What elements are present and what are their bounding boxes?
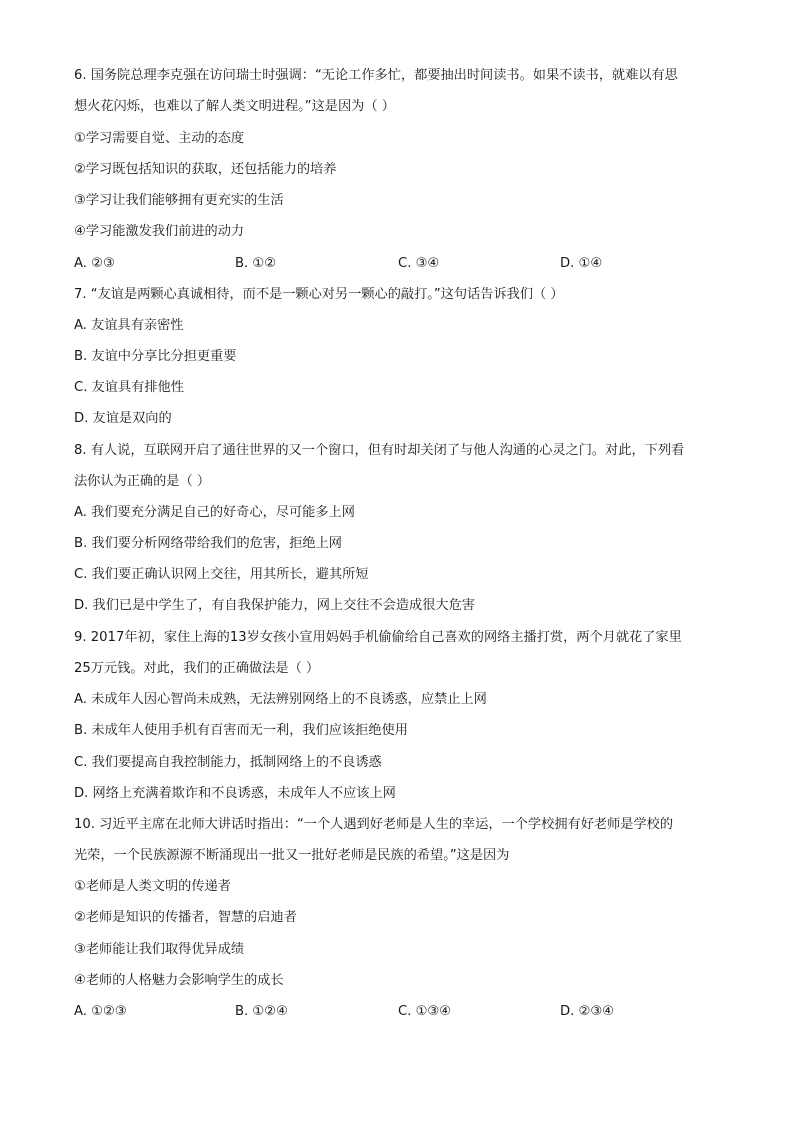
- q9-stem-line-2: 25万元钱。对此，我们的正确做法是（ ）: [74, 661, 320, 676]
- q6-option-a: A. ②③: [74, 256, 115, 271]
- q6-stem-line-2: 想火花闪烁，也难以了解人类文明进程。”这是因为（ ）: [74, 99, 395, 114]
- q8-option-a: A. 我们要充分满足自己的好奇心，尽可能多上网: [74, 505, 355, 520]
- q6-item-4: ④学习能激发我们前进的动力: [74, 224, 245, 239]
- q9-option-d: D. 网络上充满着欺诈和不良诱惑，未成年人不应该上网: [74, 786, 396, 801]
- q6-item-3: ③学习让我们能够拥有更充实的生活: [74, 193, 284, 208]
- q6-item-2: ②学习既包括知识的获取，还包括能力的培养: [74, 162, 337, 177]
- q6-option-b: B. ①②: [235, 256, 277, 271]
- q9-option-c: C. 我们要提高自我控制能力，抵制网络上的不良诱惑: [74, 755, 382, 770]
- q10-option-d: D. ②③④: [560, 1004, 615, 1019]
- q6-item-1: ①学习需要自觉、主动的态度: [74, 131, 245, 146]
- q8-stem-line-2: 法你认为正确的是（ ）: [74, 474, 211, 489]
- q10-item-1: ①老师是人类文明的传递者: [74, 879, 231, 894]
- q6-option-d: D. ①④: [560, 256, 603, 271]
- q7-option-c: C. 友谊具有排他性: [74, 380, 184, 395]
- q7-stem-line-1: 7. “友谊是两颗心真诚相待，而不是一颗心对另一颗心的敲打。”这句话告诉我们（ ）: [74, 287, 564, 302]
- q6-stem-line-1: 6. 国务院总理李克强在访问瑞士时强调：“无论工作多忙，都要抽出时间读书。如果不读书，就难以有思: [74, 68, 678, 83]
- q10-option-c: C. ①③④: [398, 1004, 452, 1019]
- q7-option-d: D. 友谊是双向的: [74, 411, 172, 426]
- q10-stem-line-2: 光荣，一个民族源源不断涌现出一批又一批好老师是民族的希望。”这是因为: [74, 848, 510, 863]
- q10-option-b: B. ①②④: [235, 1004, 288, 1019]
- q9-option-b: B. 未成年人使用手机有百害而无一利，我们应该拒绝使用: [74, 723, 408, 738]
- q8-stem-line-1: 8. 有人说，互联网开启了通往世界的又一个窗口，但有时却关闭了与他人沟通的心灵之门。对此，下列看: [74, 443, 685, 458]
- q8-option-b: B. 我们要分析网络带给我们的危害，拒绝上网: [74, 536, 342, 551]
- q10-option-a: A. ①②③: [74, 1004, 127, 1019]
- q8-option-d: D. 我们已是中学生了，有自我保护能力，网上交往不会造成很大危害: [74, 598, 475, 613]
- q9-stem-line-1: 9. 2017年初，家住上海的13岁女孩小宣用妈妈手机偷偷给自己喜欢的网络主播打赏，两个月就花了家里: [74, 630, 682, 645]
- q10-item-4: ④老师的人格魅力会影响学生的成长: [74, 973, 284, 988]
- q10-stem-line-1: 10. 习近平主席在北师大讲话时指出：“一个人遇到好老师是人生的幸运，一个学校拥有好老师是学校的: [74, 817, 674, 832]
- q10-item-2: ②老师是知识的传播者，智慧的启迪者: [74, 910, 297, 925]
- q6-option-c: C. ③④: [398, 256, 440, 271]
- q7-option-b: B. 友谊中分享比分担更重要: [74, 349, 237, 364]
- q9-option-a: A. 未成年人因心智尚未成熟，无法辨别网络上的不良诱惑，应禁止上网: [74, 692, 487, 707]
- q8-option-c: C. 我们要正确认识网上交往，用其所长，避其所短: [74, 567, 369, 582]
- q10-item-3: ③老师能让我们取得优异成绩: [74, 942, 245, 957]
- q7-option-a: A. 友谊具有亲密性: [74, 318, 184, 333]
